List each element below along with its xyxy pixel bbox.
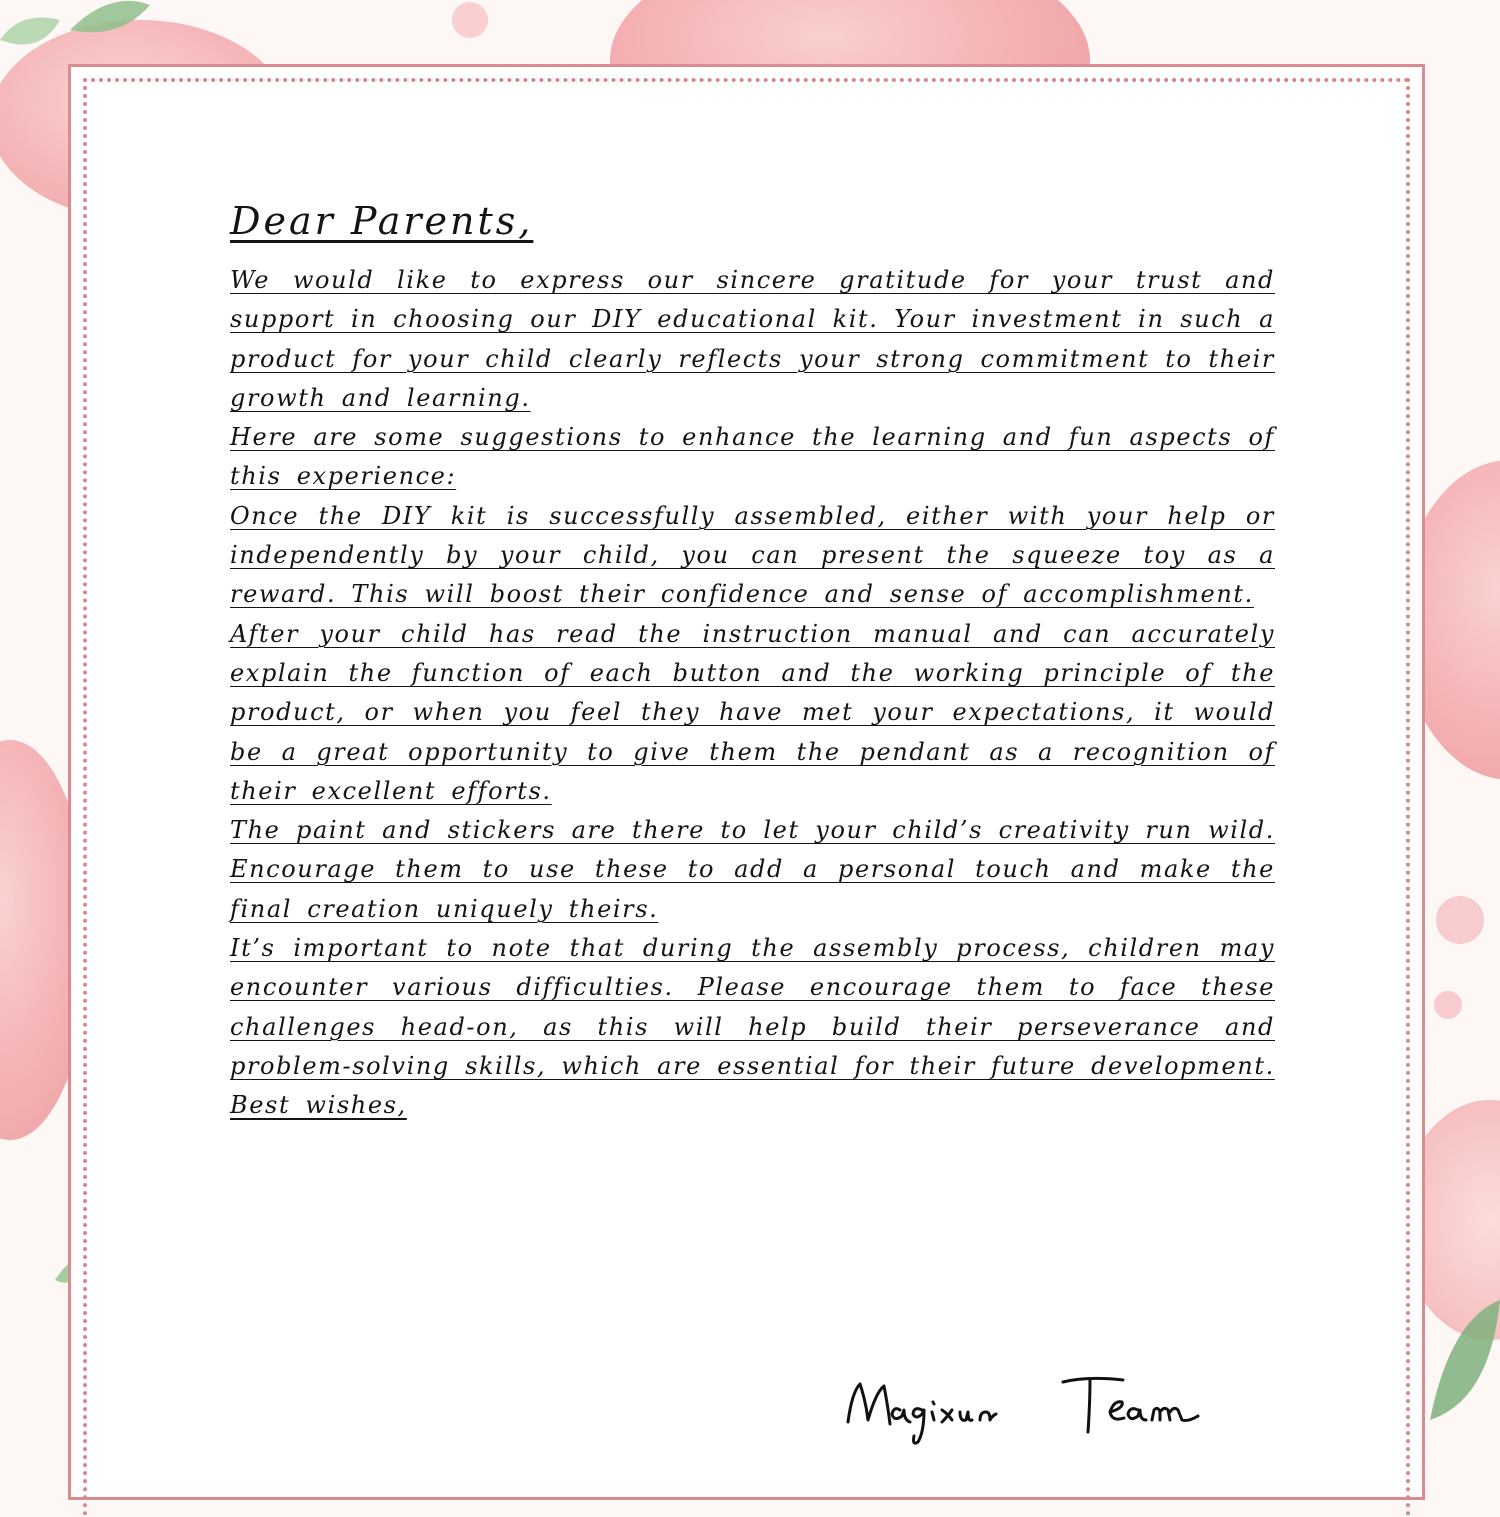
- letter-greeting: Dear Parents,: [230, 199, 534, 243]
- letter-paragraph-2: Here are some suggestions to enhance the learning and fun aspects of this experience:: [230, 423, 1275, 491]
- letter-closing: Best wishes,: [230, 1091, 407, 1120]
- letter-paragraph-3: Once the DIY kit is successfully assembled, either with your help or independently by your child, you can present the squeeze toy as a reward. This will boost their confidence and sense of accomplishment.: [230, 501, 1275, 609]
- bubble-1: [452, 2, 488, 38]
- letter-paragraph-6: It’s important to note that during the assembly process, children may encounter various difficulties. Please encourage them to face these challenges head-on, as this will help build their perseverance and problem-solving skills, which are essential for their future development.: [230, 934, 1275, 1080]
- letter-paragraph-4: After your child has read the instruction manual and can accurately explain the function of each button and the working principle of the product, or when you feel they have met your expectations, it would be a great opportunity to give them the pendant as a recognition of their excellent efforts.: [230, 619, 1275, 805]
- letter-card: [68, 64, 1425, 1500]
- handwritten-signature: [838, 1362, 1208, 1452]
- letter-paragraph-1: We would like to express our sincere gratitude for your trust and support in choosing our DIY educational kit. Your investment in such a product for your child clearly reflects your strong commitment to their growth and learning.: [230, 266, 1275, 412]
- bubble-3: [1434, 991, 1462, 1019]
- letter-paragraph-5: The paint and stickers are there to let your child’s creativity run wild. Encourage them to use these to add a personal touch and make the final creation uniquely theirs.: [230, 816, 1275, 923]
- bubble-2: [1436, 896, 1484, 944]
- letter-body: [230, 191, 1275, 1126]
